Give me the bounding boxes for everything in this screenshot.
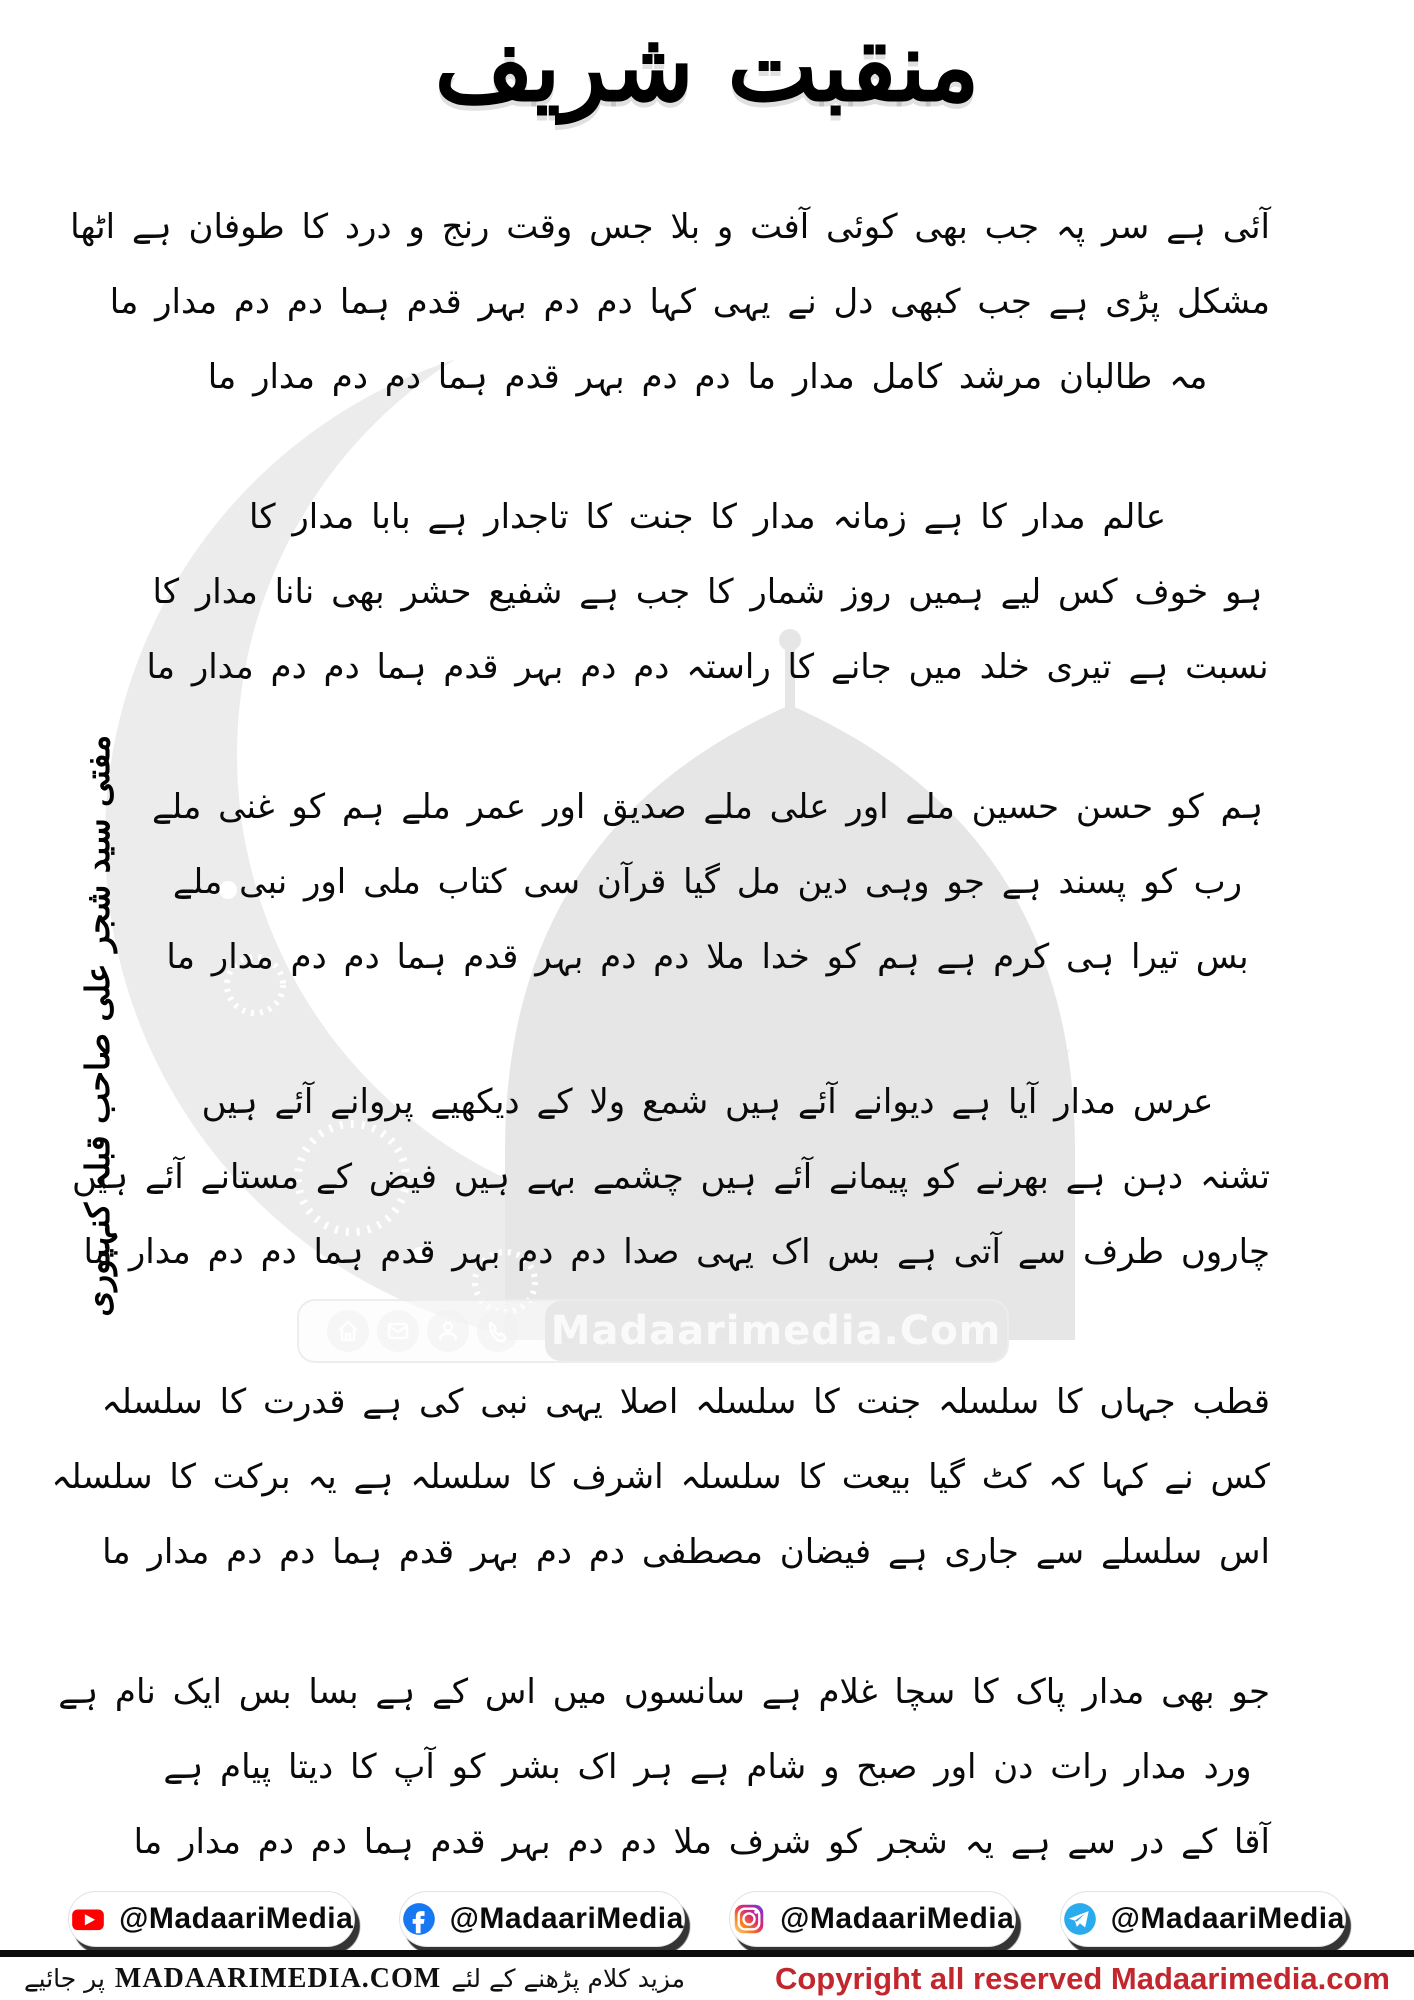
poem-line: ورد مدار رات دن اور صبح و شام ہے ہر اک بشر کو آپ کا دیتا پیام ہے [163,1747,1252,1787]
youtube-icon [69,1900,107,1938]
poem-line: مہ طالبان مرشد کامل مدار ما دم دم بہر قدم ہما دم دم مدار ما [207,357,1208,397]
poem-line: جو بھی مدار پاک کا سچا غلام ہے سانسوں میں اس کے ہے بسا بس ایک نام ہے [58,1672,1270,1712]
telegram-button[interactable] [1060,1891,1347,1947]
poem-line: اس سلسلے سے جاری ہے فیضان مصطفی دم دم بہر قدم ہما دم دم مدار ما [102,1532,1270,1572]
facebook-button[interactable] [399,1891,686,1947]
watermark-site-label: Madaarimedia.Com [545,1301,1007,1361]
footer-urdu-pre: مزید کلام پڑھنے کے لئے [451,1964,686,1993]
phone-icon [477,1310,519,1352]
social-handle: @MadaariMedia [119,1902,354,1935]
footer-visit-text [24,1963,685,1995]
stanza-2 [145,480,1270,705]
poem-line: قطب جہاں کا سلسلہ جنت کا سلسلہ اصلا یہی نبی کی ہے قدرت کا سلسلہ [101,1382,1270,1422]
home-icon [327,1310,369,1352]
poem-line: آئی ہے سر پہ جب بھی کوئی آفت و بلا جس وقت رنج و درد کا طوفان ہے اٹھا [70,207,1270,247]
poem-line: ہو خوف کس لیے ہمیں روز شمار کا جب ہے شفیع حشر بھی نانا مدار کا [152,572,1263,612]
poem-line: ہم کو حسن حسین ملے اور علی ملے صدیق اور عمر ملے ہم کو غنی ملے [151,787,1264,827]
poem-line: رب کو پسند ہے جو وہی دین مل گیا قرآن سی کتاب ملی اور نبی ملے [172,862,1243,902]
poem-line: نسبت ہے تیری خلد میں جانے کا راستہ دم دم بہر قدم ہما دم دم مدار ما [146,647,1269,687]
telegram-icon [1061,1900,1099,1938]
poem-line: آقا کے در سے ہے یہ شجر کو شرف ملا دم دم بہر قدم ہما دم دم مدار ما [133,1822,1270,1862]
page-title: منقبت شریف [434,10,980,123]
watermark-icons [327,1310,519,1352]
author-name-vertical: مفتی سید شجر علی صاحب قبلہ کنہپوری [78,735,117,1317]
mail-icon [377,1310,419,1352]
poem-line: چاروں طرف سے آتی ہے بس اک یہی صدا دم دم بہر قدم ہما دم دم مدار ما [83,1232,1270,1272]
poem-line: مشکل پڑی ہے جب کبھی دل نے یہی کہا دم دم بہر قدم ہما دم دم مدار ما [109,282,1270,322]
instagram-button[interactable] [729,1891,1016,1947]
stanza-1 [70,190,1270,415]
instagram-icon [730,1900,768,1938]
stanza-3 [145,770,1270,995]
footer-bar [0,1950,1414,2000]
social-handle: @MadaariMedia [1110,1902,1345,1935]
youtube-button[interactable] [68,1891,355,1947]
footer-site-link[interactable]: MADAARIMEDIA.COM [114,1962,442,1994]
social-handle: @MadaariMedia [449,1902,684,1935]
stanza-4 [72,1065,1270,1290]
stanza-6 [58,1655,1270,1880]
social-handle: @MadaariMedia [780,1902,1015,1935]
facebook-icon [400,1900,438,1938]
copyright-text: Copyright all reserved Madaarimedia.com [774,1960,1390,1996]
stanza-5 [51,1365,1270,1590]
poem-line: عالم مدار کا ہے زمانہ مدار کا جنت کا تاجدار ہے بابا مدار کا [248,497,1166,537]
footer-urdu-post: پر جائیے [24,1964,105,1993]
watermark-contact-bar [297,1299,1009,1363]
social-buttons-row [68,1891,1346,1947]
poem-line: تشنہ دہن ہے بھرنے کو پیمانے آئے ہیں چشمے بہے ہیں فیض کے مستانے آئے ہیں [72,1157,1270,1197]
user-icon [427,1310,469,1352]
poem-line: بس تیرا ہی کرم ہے ہم کو خدا ملا دم دم بہر قدم ہما دم دم مدار ما [166,937,1249,977]
poem-line: عرس مدار آیا ہے دیوانے آئے ہیں شمع ولا کے دیکھیے پروانے آئے ہیں [201,1082,1214,1122]
poem-line: کس نے کہا کہ کٹ گیا بیعت کا سلسلہ اشرف کا سلسلہ ہے یہ برکت کا سلسلہ [51,1457,1270,1497]
